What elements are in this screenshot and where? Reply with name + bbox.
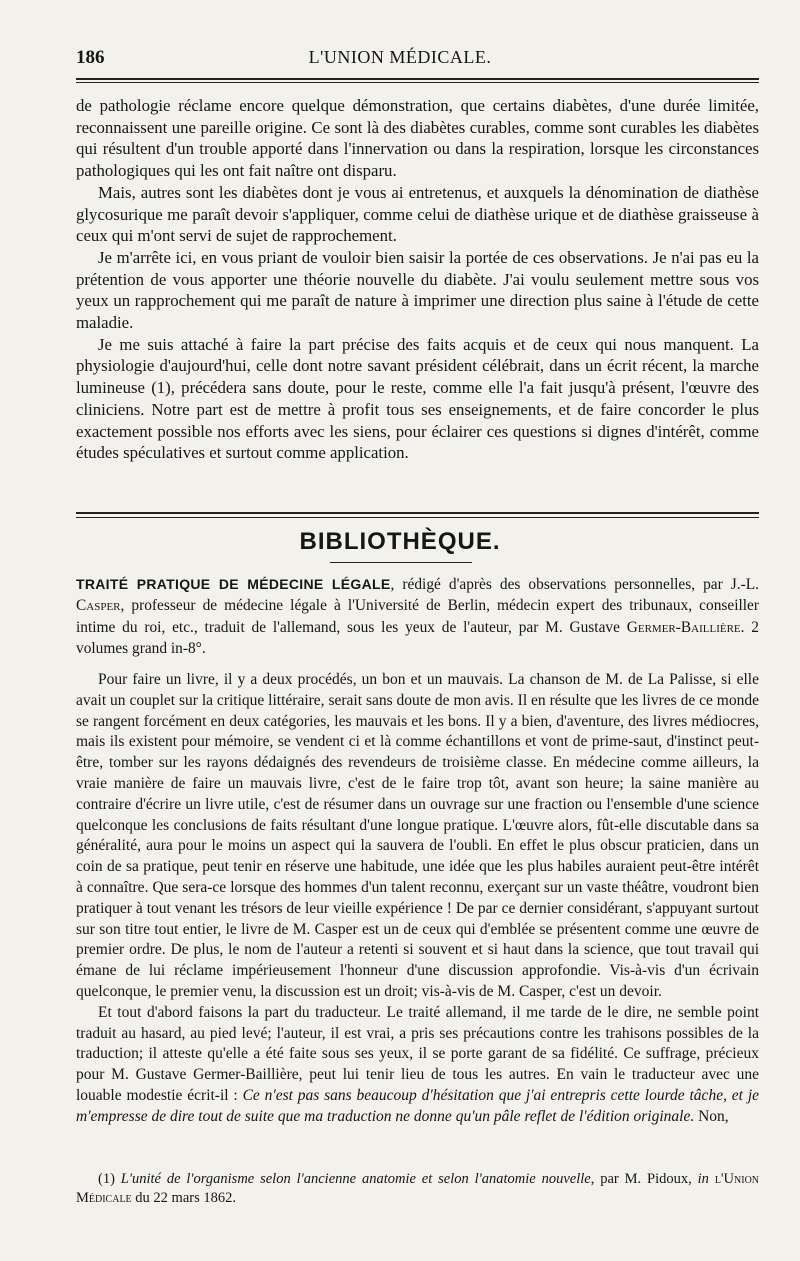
quoted-text: Ce n'est pas sans beaucoup d'hésitation que j'ai entrepris cette lourde tâche, et je m'empresse de dire tout de suite que ma traduction ne donne qu'un pâle reflet de l'édition originale. [76,1086,760,1125]
paragraph: de pathologie réclame encore quelque démonstration, que certains diabètes, d'une durée limitée, reconnaissent une pareille origine. Ce sont là des diabètes curables, comme sont curables les diabètes qui résultent d'un trouble apporté dans l'innervation ou dans la respiration, lorsque les circonstances pathologiques qui les ont fait naître ont disparu. [76,96,759,181]
author-name: Casper [76,597,121,615]
footnote [76,1170,759,1208]
paragraph: Je me suis attaché à faire la part précise des faits acquis et de ceux qui nous manquent. La physiologie d'aujourd'hui, celle dont notre savant président célébrait, dans un écrit récent, la marche lumineuse (1), précédera sans doute, pour le reste, comme elle l'a fait jusqu'à présent, l'œuvre des cliniciens. Notre part est de mettre à profit tous ses enseignements, et de faire concorder le plus exactement possible nos efforts avec les siens, pour éclairer ces questions si dignes d'intérêt, comme études spéculatives et surtout comme application. [76,334,759,463]
book-entry [76,574,759,659]
header-rule [76,78,759,80]
paragraph [76,1003,759,1128]
paragraph: Je m'arrête ici, en vous priant de vouloir bien saisir la portée de ces observations. Je n'ai pas eu la prétention de vous apporter une théorie nouvelle du diabète. J'ai voulu seulement mettre sous vos yeux un rapprochement qui me paraît de nature à imprimer une direction plus saine à l'étude de cette maladie. [76,247,759,333]
footnote-title: L'unité de l'organisme selon l'ancienne anatomie et selon l'anatomie nouvelle [120,1171,591,1187]
paragraph-text: Et tout d'abord faisons la part du traducteur. Le traité allemand, il me tarde de le dire, ne semble point traduit au hasard, au pied levé; l'auteur, il est vrai, a pris ses précautions contre les trahisons possibles de la traduction; il atteste qu'elle a été faite sous ses yeux, il se porte garant de sa fidélité. Ce suffrage, précieux pour M. Gustave Germer-Baillière, peut lui tenir lieu de tous les autres. En vain le traducteur avec une louable modestie écrit-il : [76,1003,759,1104]
paragraph: Pour faire un livre, il y a deux procédés, un bon et un mauvais. La chanson de M. de La Palisse, si elle avait un couplet sur la critique littéraire, serait sans doute de mon avis. Il en résulte que les livres de ce monde se rangent forcément en deux catégories, les mauvais et les bons. Il y a bien, d'aventure, des livres médiocres, mais ils existent pour mémoire, se vendent ci et là comme échantillons et vont de prime-saut, d'instinct peut-être, tomber sur les rayons dédaignés des revendeurs de troisième classe. En médecine comme ailleurs, la vraie manière de faire un mauvais livre, c'est de le faire trop tôt, avant son heure; la saine manière au contraire d'écrire un livre utile, c'est de résumer dans un ouvrage sur une fraction ou l'ensemble d'une science quelconque les conclusions de faits résultant d'une longue pratique. L'œuvre alors, fût-elle discutable dans sa généralité, aura pour le moins un aspect qui la sauvera de l'oubli. En effet le plus obscur praticien, dans un coin de sa pratique, peut tenir en réserve une habitude, une idée que les plus habiles auraient peut-être intérêt à connaître. Que sera-ce lorsque des hommes d'un talent reconnu, exerçant sur un vaste théâtre, voudront bien pratiquer à tout venant les trésors de leur vieille expérience ! De par ce dernier considérant, s'appuyant surtout sur son titre tout entier, le livre de M. Casper est un de ceux qui d'emblée se présentent comme une œuvre de premier ordre. De plus, le nom de l'auteur a retenti si souvent et si haut dans la science, que tout travail qui émane de lui réclame impérieusement l'honneur d'une discussion approfondie. Vis-à-vis d'un écrivain quelconque, le premier venu, la discussion est un droit; vis-à-vis de M. Casper, c'est un devoir. [76,671,759,1000]
title-underline [330,562,472,563]
section-rule-thin [76,517,759,518]
publisher-name: Germer-Baillière [626,618,741,636]
footnote-mark: (1) [98,1171,121,1187]
top-text-block [76,95,759,464]
footnote-mid: , par M. Pidoux, [590,1171,698,1187]
header-rule-thin [76,82,759,83]
page-number: 186 [76,47,105,68]
footnote-in: in [697,1171,709,1187]
book-title: TRAITÉ PRATIQUE DE MÉDECINE LÉGALE [76,576,391,592]
entry-tail: . 2 volumes grand in-8°. [76,618,759,657]
paragraph: Mais, autres sont les diabètes dont je vous ai entretenus, et auxquels la dénomination de diathèse glycosurique me paraît devoir s'appliquer, comme celui de diathèse urique et de diathèse graisseuse à ceux qui m'ont servi de sujet de rapprochement. [76,182,759,246]
entry-mid: , professeur de médecine légale à l'Université de Berlin, médecin expert des tribunaux, conseiller intime du roi, etc., traduit de l'allemand, sous les yeux de l'auteur, par M. Gustave [76,597,759,636]
paragraph-tail: Non, [694,1107,729,1125]
entry-lead: , rédigé d'après des observations personnelles, par J.-L. [390,576,759,593]
running-title: L'UNION MÉDICALE. [308,47,492,67]
review-text-block [76,670,759,1128]
section-rule [76,512,759,514]
footnote-date: du 22 mars 1862. [131,1190,236,1206]
section-title: BIBLIOTHÈQUE. [299,528,501,555]
footnote-journal: l'Union Médicale [76,1171,760,1206]
